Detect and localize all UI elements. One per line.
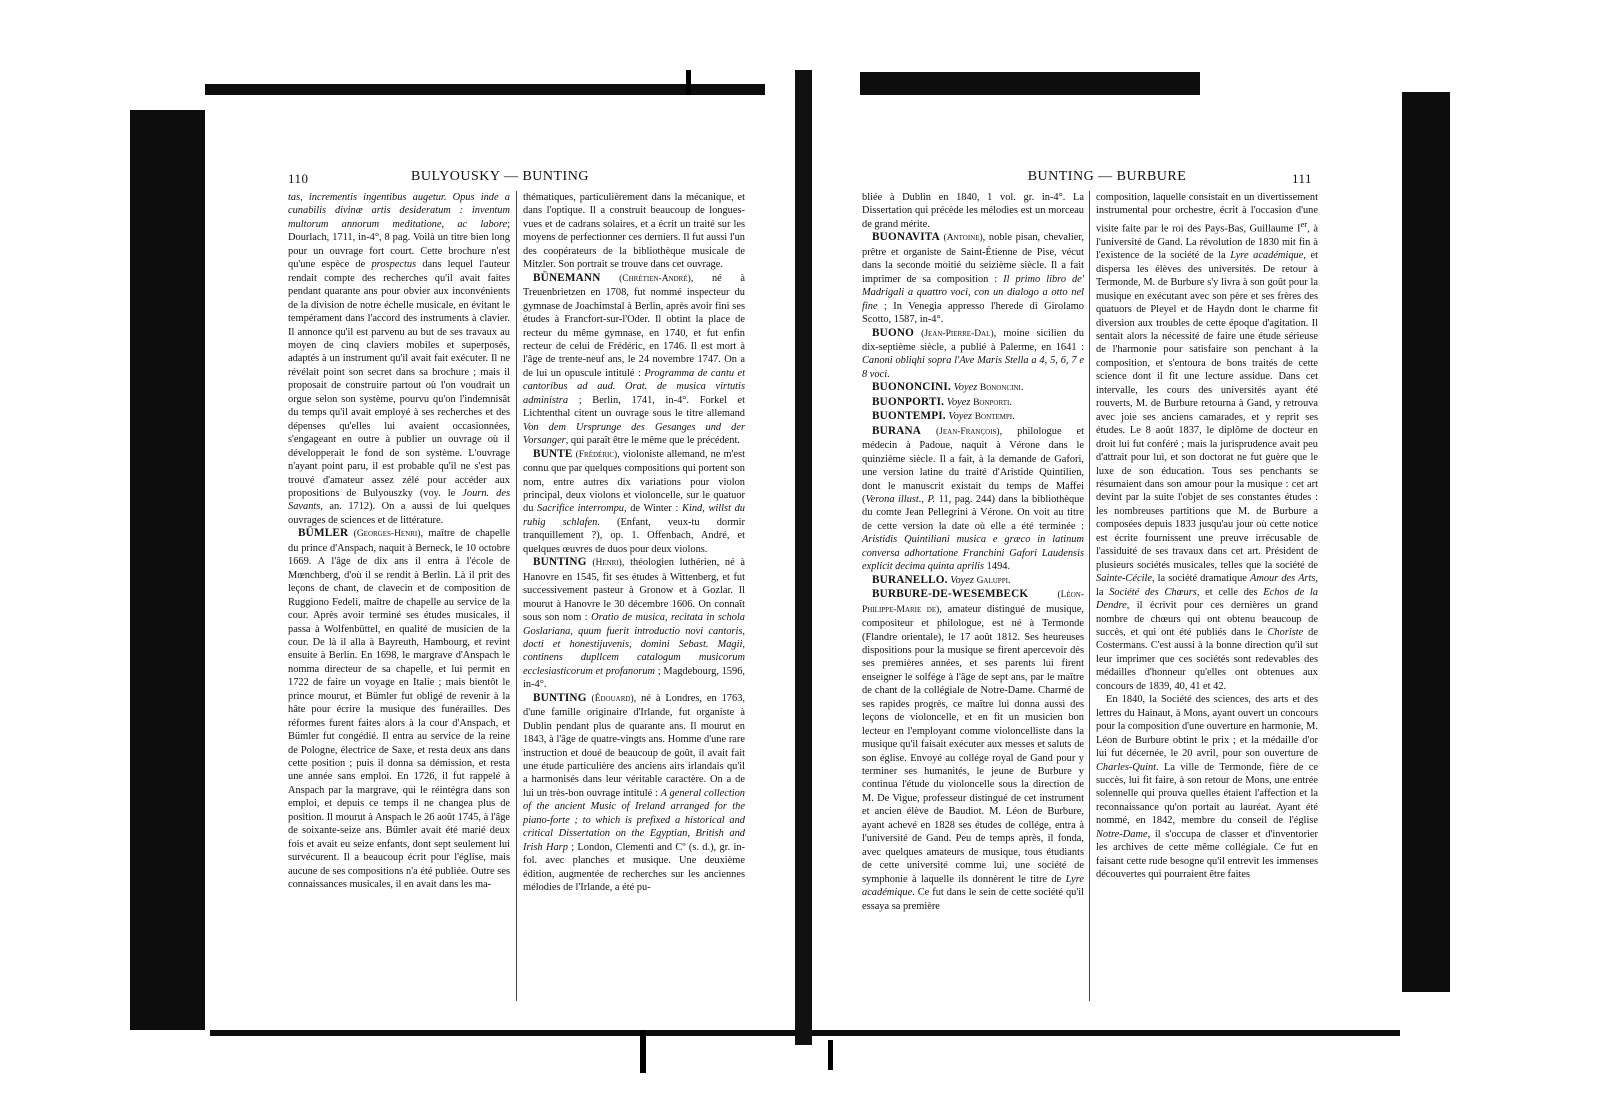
scan-edge-left [130,110,210,1030]
entry-forename: (Frédéric) [575,449,618,460]
entry-headword: BÜMLER [298,527,349,540]
continued-text: thématiques, particulièrement dans la mécanique, et dans l'optique. Il a construit beaucoup de longues-vues et de cadrans solaires, et a écrit un traité sur les moyens de perfectionner ces derniers. Il fut aussi l'un des coopérateurs de la bibliothèque musicale de Mitzler. Son portrait se trouve dans cet ouvrage. [523,192,745,271]
dictionary-entry: BÜNEMANN (Chrétien-André), né à Treuenbrietzen en 1708, fut nommé inspecteur du gymnase de Joachimstal à Berlin, après avoir fini ses études à Francfort-sur-l'Oder. Il obtint la place de recteur du même gymnase, en 1740, et fut enfin recteur de celui de Frédéric, en 1746. Il est mort à l'âge de trente-neuf ans, le 24 novembre 1747. On a de lui un opuscule intitulé : Programma de cantu et cantoribus ad aud. Orat. de musica virtutis administra ; Berlin, 1741, in-4°. Forkel et Lichtenthal citent un ouvrage sous le titre allemand Von dem Ursprunge des Gesanges und der Vorsanger, qui paraît être le même que le précédent. [523,271,745,447]
entry-headword: BUONTEMPI. [872,410,946,423]
right-column-1 [862,191,1084,913]
entry-headword: BUONO [872,326,915,339]
continued-text: tas, incrementis ingentibus augetur. Opus inde a cunabilis divinæ artis desideratum : inventum multorum annorum meditatione, ac labore; Dourlach, 1711, in-4°, 8 pag. Voilà un titre bien long pour un ouvrage fort court. Cette brochure n'est qu'une espèce de prospectus dans lequel l'auteur rendait compte des recherches qu'il avait faites pendant quarante ans pour obvier aux inconvénients de la division de notre échelle musicale, en évitant le tempérament dans l'accord des instruments à clavier. Il annonce qu'il est parvenu au but de ses travaux au moyen de cinq claviers mobiles et superposés, adaptés à un instrument qu'il avait fait exécuter. Il ne révélait point son secret dans sa brochure ; mais il proposait de construire partout où l'on voudrait un orgue selon son système, pourvu qu'on l'indemnisât du temps qu'il avait employé à ses recherches et des dépenses qu'elles lui avaient occasionnées, s'engageant en outre à publier un ouvrage où il développerait le fond de son système. L'ouvrage n'ayant point paru, il est probable qu'il ne s'est pas trouvé d'amateur assez zélé pour accéder aux propositions de Bulyouszky (voy. le Journ. des Savants, an. 1712). On a aussi de lui quelques ouvrages de sciences et de littérature. [288,192,510,526]
spine-mark-bottom [640,1028,646,1073]
column-divider-right [1089,191,1090,1001]
dictionary-entry: BURANA (Jean-François), philologue et médecin à Padoue, naquit à Vérone dans le quinzième siècle. Il a fait, à la demande de Gafori, une version latine du traité d'Aristide Quintilien, dont le manuscrit existait du temps de Maffei (Verona illust., P. 11, pag. 244) dans la bibliothèque du comte Jean Pellegrini à Vérone. On voit au titre de cette version la date où elle a été terminée : Aristidis Quintiliani musica e græco in latinum conversa adhortatione Franchini Gafori Laudensis explicit decima quinta aprilis 1494. [862,424,1084,573]
entry-headword: BUNTING [533,691,587,704]
spine-mark-bottom-2 [828,1040,833,1070]
running-title-left: BULYOUSKY — BUNTING [411,169,589,184]
left-page [205,95,795,1030]
entry-forename: (Antoine) [943,233,983,244]
dictionary-entry: BÜMLER (Georges-Henri), maître de chapelle du prince d'Anspach, naquit à Berneck, le 10 octobre 1669. A l'âge de dix ans il entra à l'école de Mœnchberg, d'où il se rendit à Berlin. Là il prit des leçons de chant, de clavecin et de composition de Ruggiono Fedeli, maître de chapelle au service de la cour. Après avoir terminé ses études musicales, il passa à Wolfenbüttel, en qualité de musicien de la cour. De là il alla à Bayreuth, Hambourg, et revint ensuite à Berlin. En 1698, le margrave d'Anspach le nomma directeur de sa chapelle, et lui permit en 1722 de faire un voyage en Italie ; mais bientôt le prince mourut, et Bümler fut obligé de revenir à la hâte pour écrire la musique des funérailles. Des réformes furent faites alors à la cour d'Anspach, et Bümler fut congédié. Il entra au service de la reine de Pologne, électrice de Saxe, et resta deux ans dans cette position ; puis il donna sa démission, et resta une année sans emploi. En 1726, il fut rappelé à Anspach par la margrave, qui le réintégra dans son emploi, et depuis ce temps il ne changea plus de position. Il mourut à Anspach le 26 août 1745, à l'âge de soixante-seize ans. Bümler avait été marié deux fois et avait eu seize enfants, dont sept seulement lui survécurent. Il a beaucoup écrit pour l'église, mais aucune de ses compositions n'a été publiée. Outre ses connaissances musicales, il en avait dans les ma- [288,527,510,891]
dictionary-entry: BUNTING (Édouard), né à Londres, en 1763, d'une famille originaire d'Irlande, fut organiste à Dublin pendant plus de quarante ans. Il mourut en 1843, à l'âge de quatre-vingts ans. Homme d'une rare instruction et doué de beaucoup de goût, il avait fait une étude particulière des anciens airs irlandais qu'il a harmonisés dans leur véritable caractère. On a de lui un très-bon ouvrage intitulé : A general collection of the ancient Music of Ireland arranged for the piano-forte ; to which is prefixed a historical and critical Dissertation on the Egyptian, British and Irish Harp ; London, Clementi and Cº (s. d.), gr. in-fol. avec planches et musique. Une deuxième édition, augmentée de recherches sur les anciennes mélodies de l'Irlande, a été pu- [523,691,745,894]
entry-forename: (Jean-François) [936,426,1000,437]
dictionary-entry: BUONTEMPI. Voyez Bontempi. [872,410,1015,423]
continued-text: bliée à Dublin en 1840, 1 vol. gr. in-4°. La Dissertation qui précède les mélodies est un morceau de grand mérite. [862,192,1084,230]
entry-forename: (Jean-Pierre-Dal) [921,328,994,339]
continued-text: composition, laquelle consistait en un divertissement instrumental pour orchestre, écrit à l'occasion d'une visite faite par le roi des Pays-Bas, Guillaume Ier, à l'université de Gand. La révolution de 1830 mit fin à l'existence de la société de la Lyre académique, et dispersa les élèves des universités. De retour à Termonde, M. de Burbure s'y livra à son goût pour la musique en exécutant avec son père et ses frères des quatuors de Pleyel et de Haydn dont le charme fit diversion aux troubles de cette époque d'agitation. Il sentait alors la nécessité de faire une étude sérieuse de l'harmonie pour satisfaire son penchant à la composition, et s'entoura de bons traités de cette science dont il fit une lecture assidue. Dans cet intervalle, les cours des universités ayant été rouverts, M. de Burbure retourna à Gand, y retrouva avec joie ses anciens camarades, et y reprit ses études. Le 8 août 1837, le diplôme de docteur en droit lui fut conféré ; mais la jurisprudence avait peu d'attrait pour lui, et son doctorat ne fut guère que le luxe de son éducation. Tous ses penchants se résumaient dans son amour pour la musique : cet art devint par la suite l'objet de ses constantes études : les nombreuses partitions que M. de Burbure a composées depuis 1833 jusqu'au jour où cette notice est écrite fournissent une preuve irrécusable de l'assiduité de ses travaux dans cet art. Président de plusieurs sociétés musicales, telles que la société de Sainte-Cécile, la société dramatique Amour des Arts, la Société des Chœurs, et celle des Echos de la Dendre, il écrivit pour ces dernières un grand nombre de chœurs qui ont obtenu beaucoup de succès, et qui ont été publiés dans le Choriste de Costermans. C'est aussi à la bonne direction qu'il sut leur imprimer que ces sociétés sont redevables des médailles d'honneur qu'elles ont obtenues aux concours de 1839, 40, 41 et 42. [1096,192,1318,692]
right-page [812,95,1402,1030]
entry-forename: (Georges-Henri) [353,529,421,540]
paragraph: En 1840, la Société des sciences, des arts et des lettres du Hainaut, à Mons, ayant ouvert un concours pour la composition d'une ouverture en harmonie, M. Léon de Burbure obtint le prix ; et la médaille d'or lui fut décernée, le 20 avril, pour son ouverture de Charles-Quint. La ville de Termonde, fière de ce succès, lui fit faire, à son retour de Mons, une entrée solennelle qui prouva quelles étaient l'affection et la reconnaissance qu'on portait au lauréat. Ayant été nommé, en 1842, membre du conseil de l'église Notre-Dame, il s'occupa de classer et d'inventorier les archives de cette même collégiale. Ce fut en faisant cette rude besogne qu'il entrevit les immenses découvertes qui pourraient être faites [1096,694,1318,881]
entry-headword: BÜNEMANN [533,271,601,284]
scan-edge-top-right [860,72,1200,96]
scan-edge-right [1402,92,1450,992]
entry-headword: BURANA [872,424,922,437]
dictionary-entry: BUNTING (Henri), théologien luthérien, né à Hanovre en 1545, fit ses études à Wittenberg, et fut successivement pasteur à Gronow et à Gozlar. Il mourut à Hanovre le 30 décembre 1606. On connaît sous son nom : Oratio de musica, recitata in schola Goslariana, quum fuerit introductio novi cantoris, docti et honestijuvenis, domini Sebast. Magii, continens dupllcem catalogum musicorum ecclesiasticorum et profanorum ; Magdebourg, 1596, in-4°. [523,556,745,691]
left-column-2 [523,191,745,895]
dictionary-entry: BUONAVITA (Antoine), noble pisan, chevalier, prêtre et organiste de Saint-Étienne de Pise, vécut dans la seconde moitié du seizième siècle. Il a fait imprimer de sa composition : Il primo libro de' Madrigali a quattro voci, con un dialogo a otto nel fine ; In Venegia appresso l'herede di Girolamo Scotto, 1587, in-4°. [862,231,1084,326]
column-divider-left [516,191,517,1001]
spine-mark-top [686,70,691,98]
dictionary-entry: BUONPORTI. Voyez Bonporti. [872,395,1012,408]
book-spine [795,70,812,1045]
dictionary-entry: BUONO (Jean-Pierre-Dal), moine sicilien du dix-septième siècle, a publié à Palerme, en 1641 : Canoni obliqhi sopra l'Ave Maris Stella a 4, 5, 6, 7 e 8 voci. [862,326,1084,380]
left-column-1 [288,191,510,892]
entry-headword: BUNTING [533,556,587,569]
page-number-right: 111 [1292,171,1313,186]
entry-headword: BUONPORTI. [872,395,945,408]
page-number-left: 110 [288,171,309,186]
dictionary-entry: BUONONCINI. Voyez Bononcini. [872,381,1024,394]
entry-headword: BUONAVITA [872,231,940,244]
entry-headword: BUNTE [533,447,573,460]
entry-forename: (Léon-Philippe-Marie de) [862,590,1084,615]
right-column-2 [1096,191,1318,882]
entry-forename: (Édouard) [591,693,634,704]
entry-headword: BUONONCINI. [872,381,951,394]
dictionary-entry: BURBURE-DE-WESEMBECK (Léon-Philippe-Marie de), amateur distingué de musique, compositeur et philologue, est né à Termonde (Flandre orientale), le 17 août 1812. Ses heureuses dispositions pour la musique se firent apercevoir dès ses premières années, et ses parents lui firent enseigner le solfége à l'âge de sept ans, par le maître de chant de la collégiale de Notre-Dame. Charmé de ses rapides progrès, ce maître lui donna aussi des leçons de violoncelle, et en fit un musicien bon lecteur en l'employant comme violoncelliste dans la musique qu'il faisait exécuter aux messes et saluts de son église. Envoyé au collége royal de Gand pour y terminer ses humanités, le jeune de Burbure y continua l'étude du violoncelle sous la direction de M. De Vigue, professeur distingué de cet instrument et ancien élève de Baudiot. M. Léon de Burbure, ayant achevé en 1828 ses études de collége, entra à l'université de Gand. Peu de temps après, il fonda, avec quelques amateurs de musique, tous étudiants de cette université comme lui, une société de symphonie à laquelle ils donnèrent le titre de Lyre académique. Ce fut dans le sein de cette société qu'il essaya sa première [862,588,1084,912]
entry-headword: BURANELLO. [872,573,948,586]
entry-headword: BURBURE-DE-WESEMBECK [872,588,1029,601]
entry-forename: (Chrétien-André) [619,273,691,284]
dictionary-entry: BURANELLO. Voyez Galuppi. [872,573,1011,586]
entry-forename: (Henri) [592,558,622,569]
running-title-right: BUNTING — BURBURE [1027,169,1187,184]
dictionary-entry: BUNTE (Frédéric), violoniste allemand, ne m'est connu que par quelques compositions qui portent son nom, entre autres dix variations pour violon principal, deux violons et violoncelle, sur le quatuor du Sacrifice interrompu, de Winter : Kind, willst du ruhig schlafen. (Enfant, veux-tu dormir tranquillement ?), op. 1. Offenbach, André, et quelques œuvres de duos pour deux violons. [523,447,745,555]
